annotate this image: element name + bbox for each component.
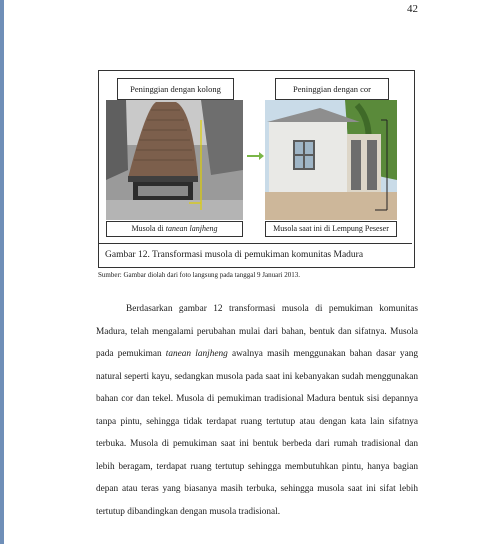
paragraph-italic: tanean lanjheng [165, 349, 228, 359]
page-left-edge [0, 0, 4, 544]
figure-title: Gambar 12. Transformasi musola di pemukiman komunitas Madura [99, 243, 412, 265]
caption-left-italic: tanean lanjheng [165, 224, 218, 233]
figure-source: Sumber: Gambar diolah dari foto langsung pada tanggal 9 Januari 2013. [98, 271, 300, 279]
figure-frame [98, 70, 415, 268]
body-paragraph [96, 298, 418, 523]
page-number: 42 [407, 3, 418, 15]
photo-current-musola [265, 100, 397, 220]
caption-traditional-musola [106, 221, 243, 237]
arrow-icon [245, 151, 265, 161]
caption-left-text: Musola di [131, 224, 166, 233]
label-elevation-with-underfloor: Peninggian dengan kolong [117, 78, 234, 100]
paragraph-text-1: Berdasarkan gambar 12 transformasi musola di pemukiman komunitas Madura, telah mengalami perubahan mulai dari bahan, bentuk dan sifatnya. Musola pada pemukiman [96, 304, 418, 359]
paragraph-text-2: awalnya masih menggunakan bahan dasar yang natural seperti kayu, sedangkan musola pada saat ini kebanyakan sudah menggunakan bahan cor dan tekel. Musola di pemukiman tradisional Madura bentuk sisi depannya tanpa pintu, sehingga tidak terdapat ruang tertutup atau dengan kata lain sifatnya terbuka. Musola di pemukiman saat ini bentuk berbeda dari rumah tradisional dan lebih beragam, terdapat ruang tertutup sehingga membutuhkan pintu, hanya bagian depan atau teras yang biasanya masih terbuka, sehingga musola saat ini sifat lebih tertutup dibandingkan dengan musola tradisional. [96, 349, 418, 517]
caption-current-musola: Musola saat ini di Lempung Peseser [265, 221, 397, 237]
photo-traditional-musola [106, 100, 243, 220]
label-elevation-with-concrete: Peninggian dengan cor [275, 78, 389, 100]
